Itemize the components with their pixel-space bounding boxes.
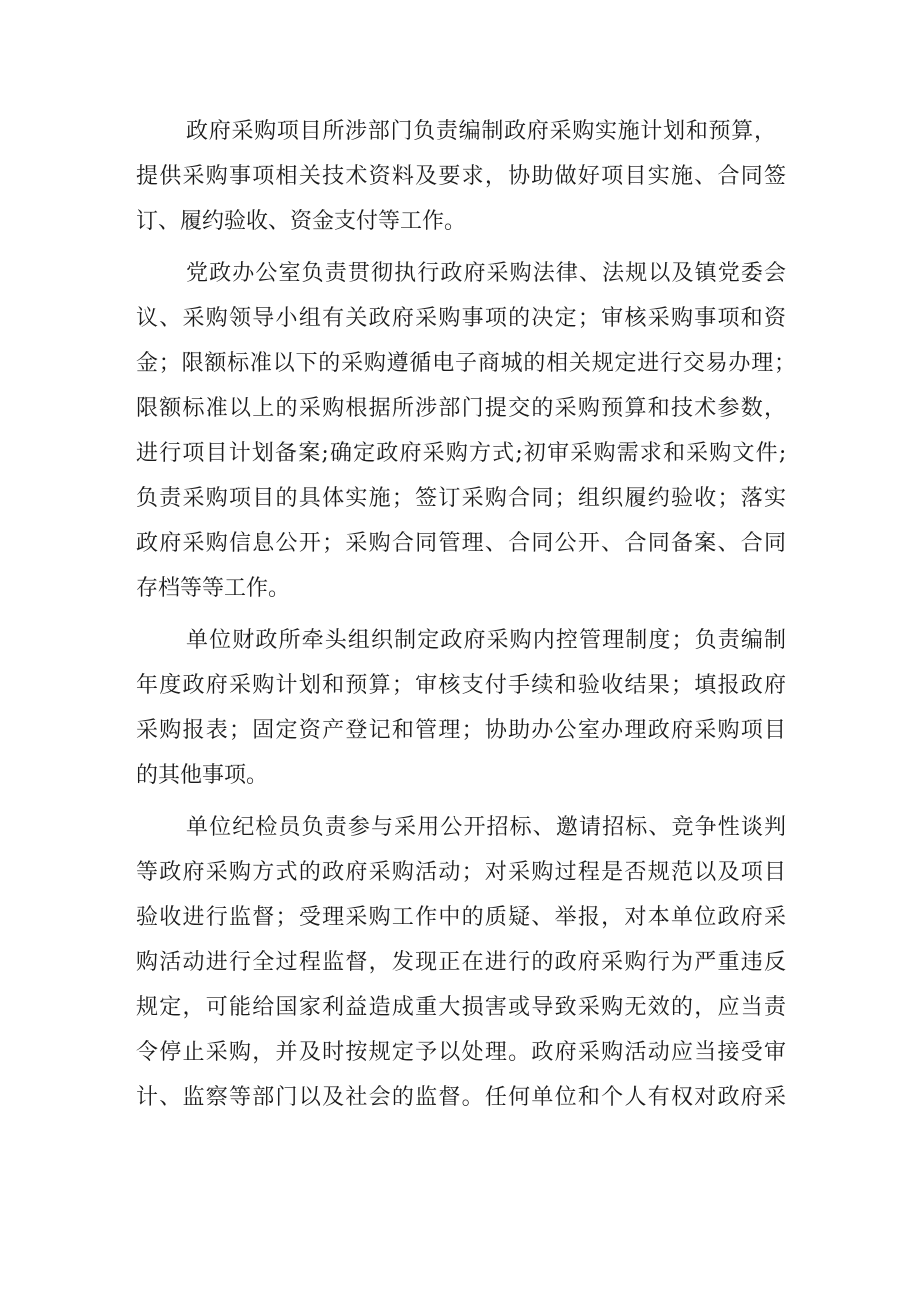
paragraph-1-line-1: 政府采购项目所涉部门负责编制政府采购实施计划和预算，: [186, 119, 777, 144]
paragraph-3-line-2: 年度政府采购计划和预算；审核支付手续和验收结果；填报政府: [136, 673, 788, 698]
paragraph-4-line-3: 验收进行监督；受理采购工作中的质疑、举报，对本单位政府采: [136, 905, 788, 930]
paragraph-2-line-7: 政府采购信息公开；采购合同管理、合同公开、合同备案、合同: [136, 531, 788, 556]
paragraph-4-line-6: 令停止采购，并及时按规定予以处理。政府采购活动应当接受审: [136, 1040, 788, 1065]
paragraph-4-line-1: 单位纪检员负责参与采用公开招标、邀请招标、竞争性谈判: [186, 815, 788, 840]
paragraph-4-line-5: 规定，可能给国家利益造成重大损害或导致采购无效的，应当责: [136, 995, 788, 1020]
paragraph-2-line-6: 负责采购项目的具体实施；签订采购合同；组织履约验收；落实: [136, 486, 788, 511]
paragraph-2-line-1: 党政办公室负责贯彻执行政府采购法律、法规以及镇党委会: [186, 261, 788, 286]
paragraph-3-line-4: 的其他事项。: [136, 763, 269, 788]
paragraph-2-line-8: 存档等等工作。: [136, 576, 291, 601]
paragraph-2-line-3: 金；限额标准以下的采购遵循电子商城的相关规定进行交易办理；: [136, 351, 797, 376]
paragraph-4-line-4: 购活动进行全过程监督，发现正在进行的政府采购行为严重违反: [136, 950, 788, 975]
paragraph-2-line-2: 议、采购领导小组有关政府采购事项的决定；审核采购事项和资: [136, 306, 788, 331]
paragraph-3-line-3: 采购报表；固定资产登记和管理；协助办公室办理政府采购项目: [136, 718, 788, 743]
paragraph-1-line-2: 提供采购事项相关技术资料及要求，协助做好项目实施、合同签: [136, 164, 788, 189]
paragraph-4-line-2: 等政府采购方式的政府采购活动；对采购过程是否规范以及项目: [136, 860, 788, 885]
paragraph-2-line-4: 限额标准以上的采购根据所涉部门提交的采购预算和技术参数，: [136, 396, 788, 421]
paragraph-3-line-1: 单位财政所牵头组织制定政府采购内控管理制度；负责编制: [186, 628, 788, 653]
paragraph-4-line-7: 计、监察等部门以及社会的监督。任何单位和个人有权对政府采: [136, 1085, 788, 1110]
paragraph-1-line-3: 订、履约验收、资金支付等工作。: [136, 209, 467, 234]
paragraph-2-line-5: 进行项目计划备案;确定政府采购方式;初审采购需求和采购文件;: [136, 441, 788, 466]
